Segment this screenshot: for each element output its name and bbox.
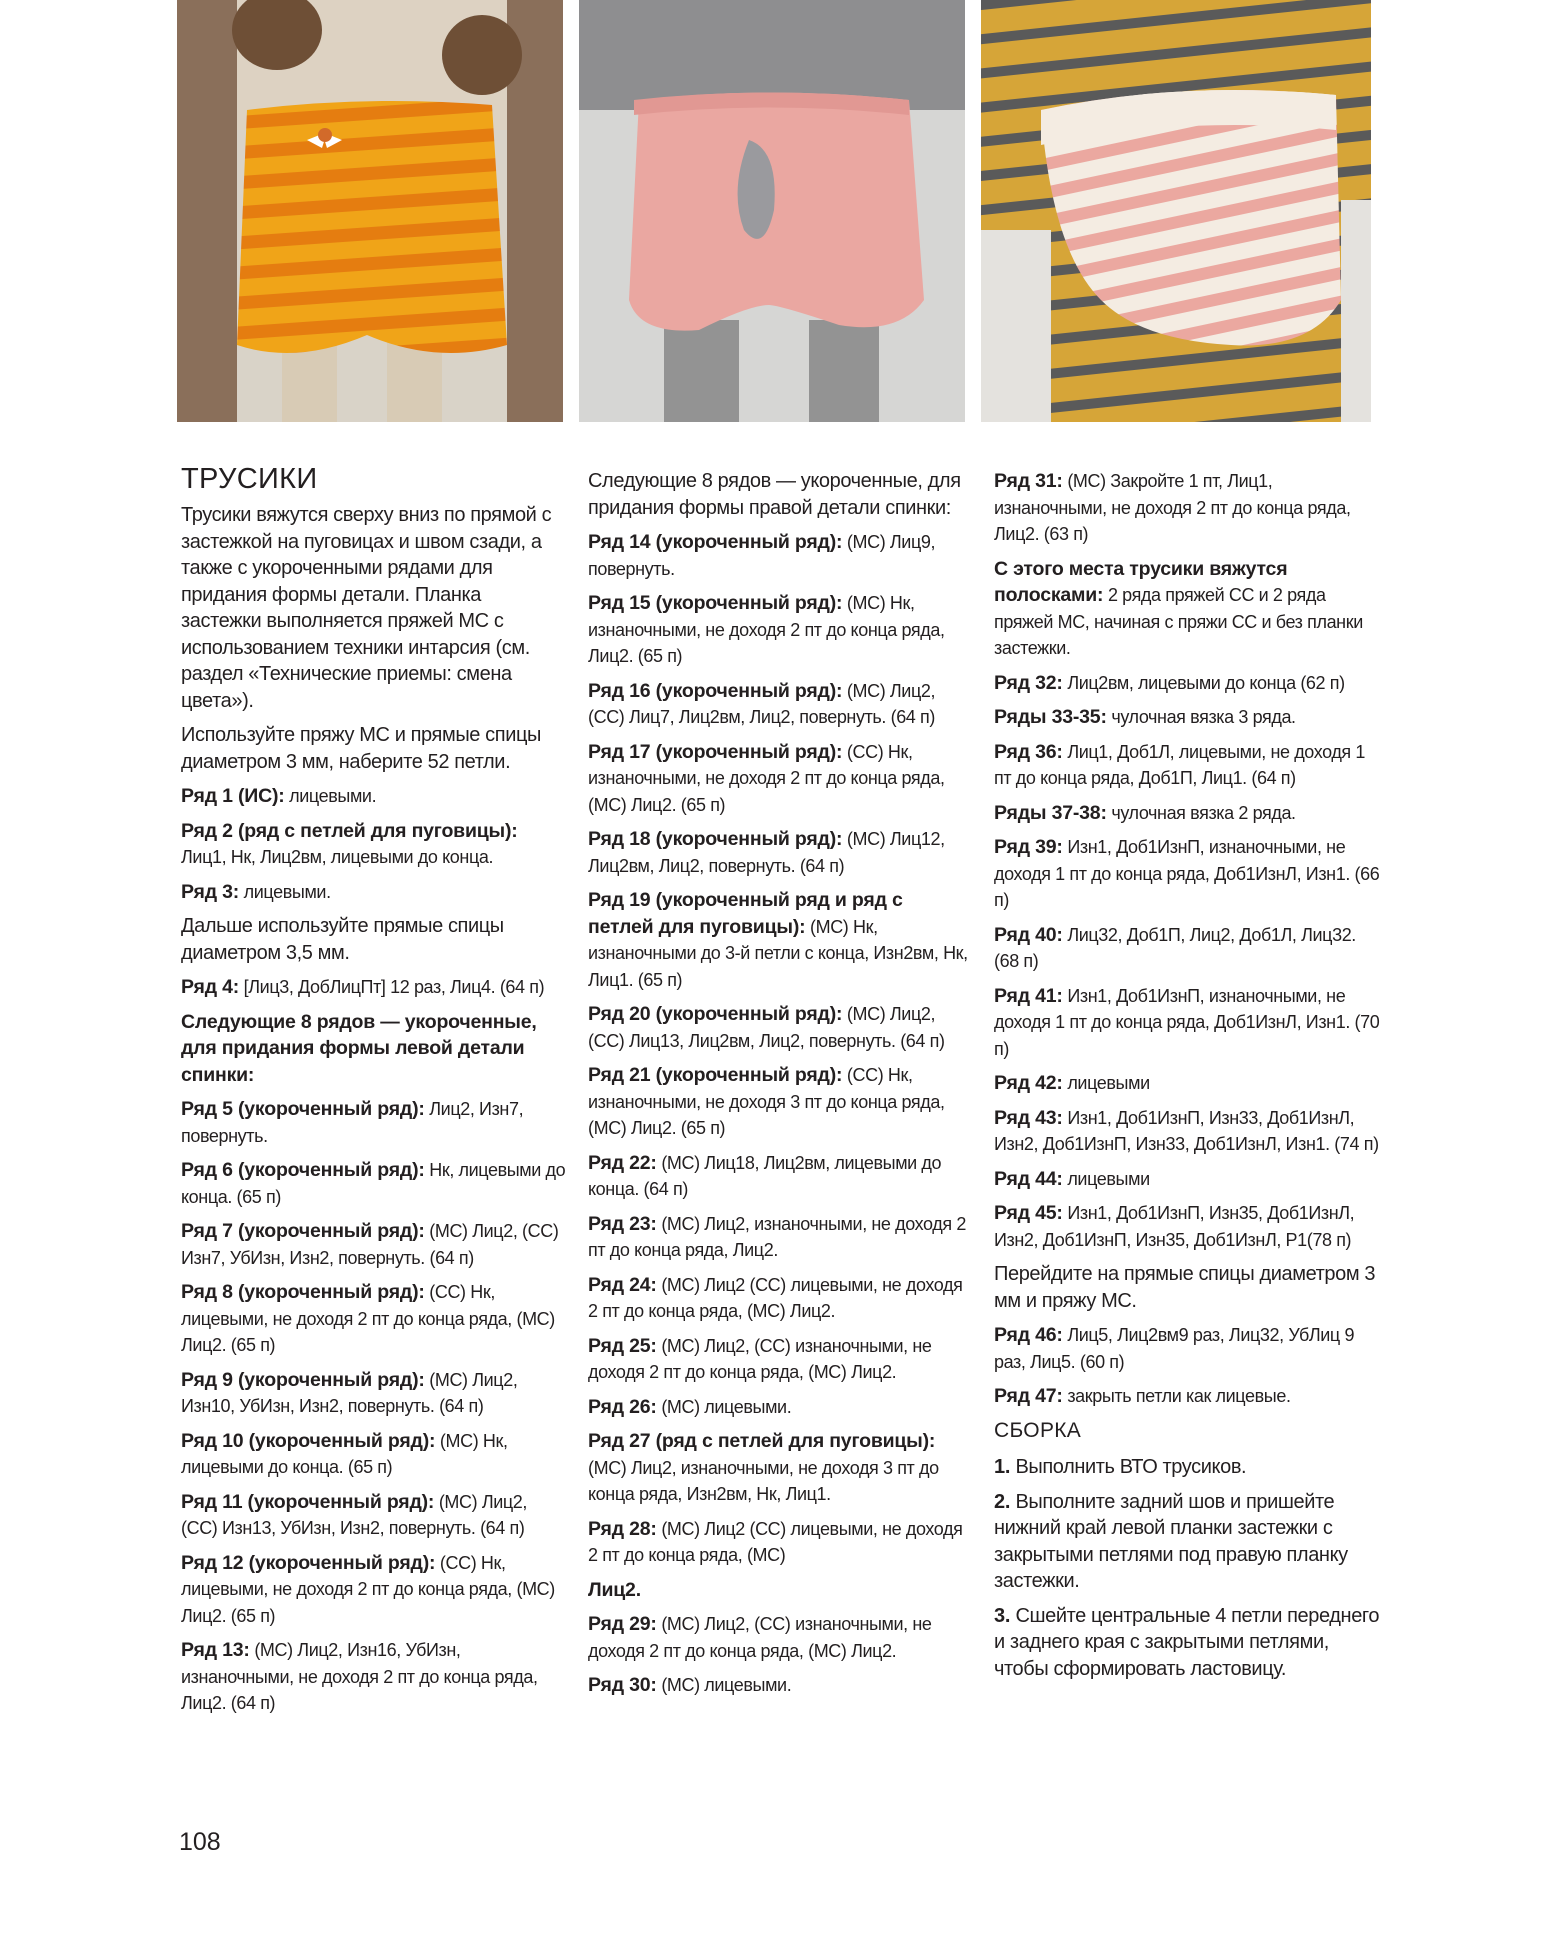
row-26: Ряд 26: (МС) лицевыми. [588,1395,792,1418]
row-30: Ряд 30: (МС) лицевыми. [588,1674,792,1696]
assembly-step-3: 3. Сшейте центральные 4 петли переднего и заднего края с закрытыми петлями, чтобы сформировать ластовицу. [994,1604,1380,1680]
row-4: Ряд 4: [Лиц3, ДобЛицПт] 12 раз, Лиц4. (64 п) [181,976,545,998]
row-47: Ряд 47: закрыть петли как лицевые. [994,1385,1291,1407]
orange-shorts-photo [177,0,563,422]
row-24: Ряд 24: (МС) Лиц2 (СС) лицевыми, не доходя 2 пт до конца ряда, (МС) Лиц2. [588,1273,963,1321]
column-1 [181,462,566,1725]
switch-needles-paragraph: Перейдите на прямые спицы диаметром 3 мм и пряжу МС. [994,1263,1376,1312]
row-3: Ряд 3: лицевыми. [181,880,331,903]
row-28-continued: Лиц2. [588,1578,641,1601]
row-44: Ряд 44: лицевыми [994,1167,1150,1190]
intro-paragraph: Трусики вяжутся сверху вниз по прямой с застежкой на пуговицах и швом сзади, а также с укороченными рядами для придания формы детали. Планка застежки выполняется пряжей МС с использованием техники интарсия (см. раздел «Технические приемы: смена цвета»). [181,504,552,712]
row-5: Ряд 5 (укороченный ряд): Лиц2, Изн7, повернуть. [181,1098,524,1146]
row-9: Ряд 9 (укороченный ряд): (МС) Лиц2, Изн10, УбИзн, Изн2, повернуть. (64 п) [181,1368,518,1416]
row-6: Ряд 6 (укороченный ряд): Нк, лицевыми до конца. (65 п) [181,1159,566,1207]
striped-shorts-photo [981,0,1371,422]
row-13: Ряд 13: (МС) Лиц2, Изн16, УбИзн, изнаночными, не доходя 2 пт до конца ряда, Лиц2. (64 п) [181,1639,538,1713]
row-36: Ряд 36: Лиц1, Доб1Л, лицевыми, не доходя 1 пт до конца ряда, Доб1П, Лиц1. (64 п) [994,740,1365,788]
row-40: Ряд 40: Лиц32, Доб1П, Лиц2, Доб1Л, Лиц32. (68 п) [994,923,1356,971]
assembly-step-1: 1. Выполнить ВТО трусиков. [994,1456,1247,1478]
stripes-note: С этого места трусики вяжутся полосками: 2 ряда пряжей СС и 2 ряда пряжей МС, начиная с пряжи СС и без планки застежки. [994,557,1363,658]
rows-33-35: Ряды 33-35: чулочная вязка 3 ряда. [994,706,1296,728]
column-3 [994,468,1382,1690]
row-10: Ряд 10 (укороченный ряд): (МС) Нк, лицевыми до конца. (65 п) [181,1429,508,1477]
row-20: Ряд 20 (укороченный ряд): (МС) Лиц2, (СС) Лиц13, Лиц2вм, Лиц2, повернуть. (64 п) [588,1003,945,1051]
row-29: Ряд 29: (МС) Лиц2, (СС) изнаночными, не доходя 2 пт до конца ряда, (МС) Лиц2. [588,1613,932,1661]
row-32: Ряд 32: Лиц2вм, лицевыми до конца (62 п) [994,671,1345,694]
row-23: Ряд 23: (МС) Лиц2, изнаночными, не доходя 2 пт до конца ряда, Лиц2. [588,1212,966,1260]
row-28: Ряд 28: (МС) Лиц2 (СС) лицевыми, не доходя 2 пт до конца ряда, (МС) [588,1517,963,1565]
rows-37-38: Ряды 37-38: чулочная вязка 2 ряда. [994,801,1296,824]
column-2 [588,468,973,1707]
pink-shorts-photo [579,0,965,422]
row-16: Ряд 16 (укороченный ряд): (МС) Лиц2, (СС) Лиц7, Лиц2вм, Лиц2, повернуть. (64 п) [588,679,936,727]
row-41: Ряд 41: Изн1, Доб1ИзнП, изнаночными, не доходя 1 пт до конца ряда, Доб1ИзнЛ, Изн1. (70 п) [994,984,1380,1059]
row-31: Ряд 31: (МС) Закройте 1 пт, Лиц1, изнаночными, не доходя 2 пт до конца ряда, Лиц2. (63 п) [994,470,1351,544]
row-19: Ряд 19 (укороченный ряд и ряд с петлей для пуговицы): (МС) Нк, изнаночными до 3-й петли с конца, Изн2вм, Нк, Лиц1. (65 п) [588,889,968,990]
row-21: Ряд 21 (укороченный ряд): (СС) Нк, изнаночными, не доходя 3 пт до конца ряда, (МС) Лиц2. (65 п) [588,1064,945,1138]
row-22: Ряд 22: (МС) Лиц18, Лиц2вм, лицевыми до конца. (64 п) [588,1151,942,1199]
row-7: Ряд 7 (укороченный ряд): (МС) Лиц2, (СС) Изн7, УбИзн, Изн2, повернуть. (64 п) [181,1220,559,1268]
assembly-step-2: 2. Выполните задний шов и пришейте нижний край левой планки застежки с закрытыми петлями под правую планку застежки. [994,1490,1348,1592]
row-42: Ряд 42: лицевыми [994,1072,1150,1094]
row-2: Ряд 2 (ряд с петлей для пуговицы): Лиц1, Нк, Лиц2вм, лицевыми до конца. [181,819,518,867]
next-8-rows-left: Следующие 8 рядов — укороченные, для придания формы левой детали спинки: [181,1010,537,1086]
row-14: Ряд 14 (укороченный ряд): (МС) Лиц9, повернуть. [588,531,936,579]
row-1: Ряд 1 (ИС): лицевыми. [181,785,377,807]
row-43: Ряд 43: Изн1, Доб1ИзнП, Изн33, Доб1ИзнЛ, Изн2, Доб1ИзнП, Изн33, Доб1ИзнЛ, Изн1. (74 п) [994,1106,1379,1154]
row-12: Ряд 12 (укороченный ряд): (СС) Нк, лицевыми, не доходя 2 пт до конца ряда, (МС) Лиц2. (65 п) [181,1551,555,1626]
needles-paragraph: Дальше используйте прямые спицы диаметром 3,5 мм. [181,915,504,964]
row-25: Ряд 25: (МС) Лиц2, (СС) изнаночными, не доходя 2 пт до конца ряда, (МС) Лиц2. [588,1334,932,1382]
row-39: Ряд 39: Изн1, Доб1ИзнП, изнаночными, не доходя 1 пт до конца ряда, Доб1ИзнЛ, Изн1. (66 п) [994,836,1380,910]
setup-paragraph: Используйте пряжу МС и прямые спицы диаметром 3 мм, наберите 52 петли. [181,724,542,773]
next-8-rows-right: Следующие 8 рядов — укороченные, для придания формы правой детали спинки: [588,470,961,519]
section-heading: ТРУСИКИ [181,463,318,495]
row-46: Ряд 46: Лиц5, Лиц2вм9 раз, Лиц32, УбЛиц 9 раз, Лиц5. (60 п) [994,1324,1355,1372]
assembly-heading: СБОРКА [994,1418,1082,1442]
row-18: Ряд 18 (укороченный ряд): (МС) Лиц12, Лиц2вм, Лиц2, повернуть. (64 п) [588,828,945,876]
row-45: Ряд 45: Изн1, Доб1ИзнП, Изн35, Доб1ИзнЛ, Изн2, Доб1ИзнП, Изн35, Доб1ИзнЛ, Р1(78 п) [994,1202,1355,1250]
row-11: Ряд 11 (укороченный ряд): (МС) Лиц2, (СС) Изн13, УбИзн, Изн2, повернуть. (64 п) [181,1490,528,1538]
row-27: Ряд 27 (ряд с петлей для пуговицы): (МС) Лиц2, изнаночными, не доходя 3 пт до конца ряда, Изн2вм, Нк, Лиц1. [588,1430,939,1504]
row-8: Ряд 8 (укороченный ряд): (СС) Нк, лицевыми, не доходя 2 пт до конца ряда, (МС) Лиц2. (65 п) [181,1281,555,1355]
row-15: Ряд 15 (укороченный ряд): (МС) Нк, изнаночными, не доходя 2 пт до конца ряда, Лиц2. (65 п) [588,592,945,666]
page-number: 108 [179,1828,221,1856]
row-17: Ряд 17 (укороченный ряд): (СС) Нк, изнаночными, не доходя 2 пт до конца ряда, (МС) Лиц2. (65 п) [588,740,945,815]
